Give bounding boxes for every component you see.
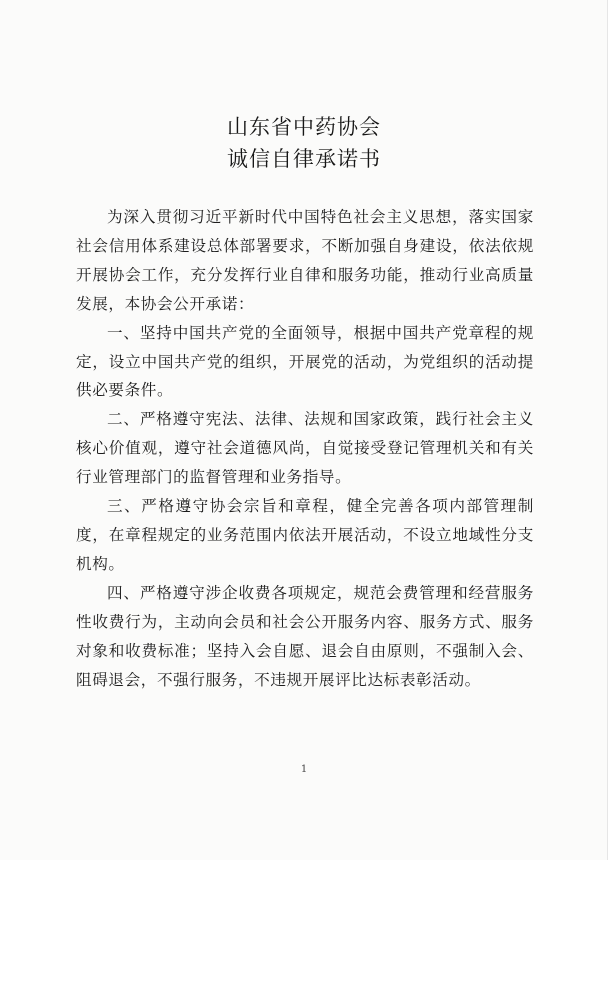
- paragraph-item-1: 一、坚持中国共产党的全面领导，根据中国共产党章程的规定，设立中国共产党的组织，开展党的活动，为党组织的活动提供必要条件。: [76, 323, 534, 400]
- document-title-line2: 诚信自律承诺书: [227, 147, 381, 171]
- paragraph-item-2: 二、严格遵守宪法、法律、法规和国家政策，践行社会主义核心价值观，遵守社会道德风尚，自觉接受登记管理机关和有关行业管理部门的监督管理和业务指导。: [76, 410, 534, 487]
- paragraph-item-4: 四、严格遵守涉企收费各项规定，规范会费管理和经营服务性收费行为，主动向会员和社会公开服务内容、服务方式、服务对象和收费标准；坚持入会自愿、退会自由原则，不强制入会、阻碍退会，不强行服务，不违规开展评比达标表彰活动。: [76, 583, 534, 689]
- paragraph-item-3: 三、严格遵守协会宗旨和章程，健全完善各项内部管理制度，在章程规定的业务范围内依法开展活动，不设立地域性分支机构。: [76, 497, 534, 573]
- document-body: [76, 203, 534, 694]
- page-number: 1: [300, 764, 308, 775]
- paragraph-intro: 为深入贯彻习近平新时代中国特色社会主义思想，落实国家社会信用体系建设总体部署要求，不断加强自身建设，依法依规开展协会工作，充分发挥行业自律和服务功能，推动行业高质量发展，本协会公开承诺：: [76, 208, 534, 313]
- document-title-line1: 山东省中药协会: [227, 115, 381, 139]
